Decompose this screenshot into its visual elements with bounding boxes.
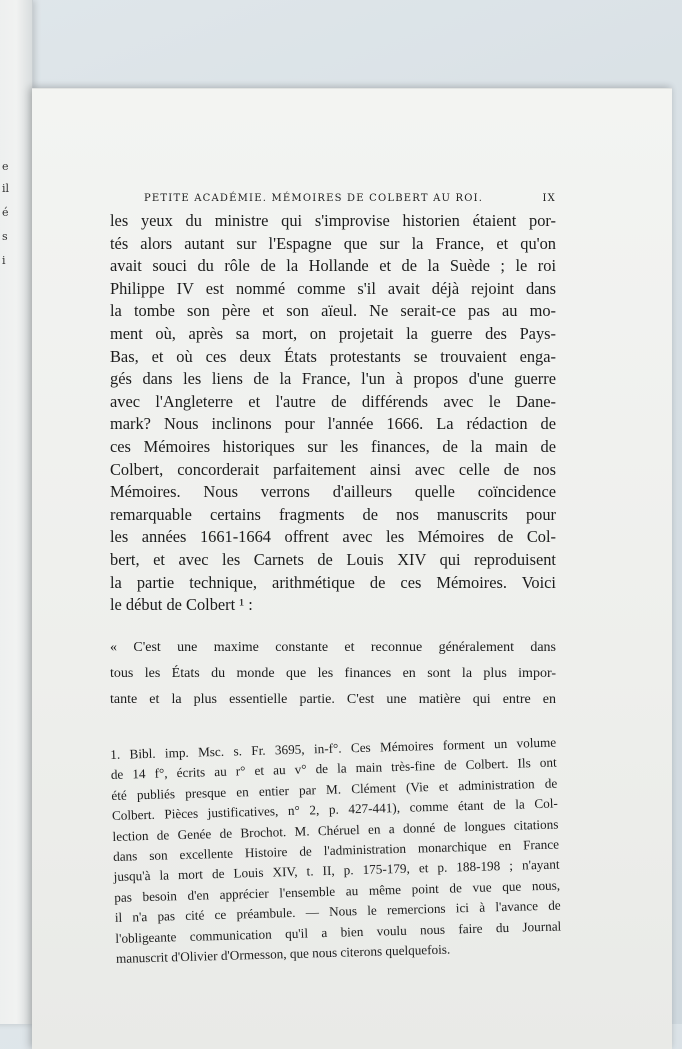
left-page-glyph: i (2, 254, 6, 267)
footnote (110, 732, 562, 969)
body-line: tés alors autant sur l'Espagne que sur la France, et qu'on (110, 233, 556, 253)
body-line: la partie technique, arithmétique de ces Mémoires. Voici (110, 572, 556, 592)
footnote-line: jusqu'à la mort de Louis XIV, t. II, p. 175-179, et p. 188-198 ; n'ayant (113, 856, 560, 885)
body-line: Colbert, concorderait parfaitement ainsi avec celle de nos (110, 459, 556, 479)
running-head-title: PETITE ACADÉMIE. MÉMOIRES DE COLBERT AU ROI. (144, 193, 484, 204)
body-line: Mémoires. Nous verrons d'ailleurs quelle coïncidence (110, 482, 556, 502)
book-page (32, 88, 672, 1049)
footnote-line: pas besoin d'en apprécier l'ensemble au même point de vue que nous, (114, 877, 561, 905)
body-line: bert, et avec les Carnets de Louis XIV qui reproduisent (110, 549, 556, 569)
body-line: ment où, après sa mort, on projetait la guerre des Pays- (110, 323, 556, 343)
footnote-line: dans son excellente Histoire de l'administration monarchique en France (112, 836, 560, 864)
body-line: Bas, et où ces deux États protestants se trouvaient enga- (110, 346, 556, 366)
running-head (110, 193, 556, 204)
footnote-line: 1. Bibl. imp. Msc. s. Fr. 3695, in-f°. Ces Mémoires forment un volume (110, 734, 557, 762)
body-line: avait souci du rôle de la Hollande et de la Suède ; le roi (110, 256, 556, 276)
footnote-line: lection de Genée de Brochot. M. Chéruel en a donné de longues citations (112, 815, 559, 844)
body-line: Philippe IV est nommé comme s'il avait déjà rejoint dans (110, 278, 556, 298)
left-page-glyph: e (2, 160, 9, 173)
footnote-line: été publiés presque en entier par M. Clément (Vie et administration de (111, 775, 558, 803)
page-content (110, 193, 562, 969)
page-number: IX (542, 193, 556, 204)
footnote-line: de 14 f°, écrits au r° et au v° de la main très-fine de Colbert. Ils ont (110, 754, 557, 783)
body-paragraph (110, 210, 556, 617)
body-line: la tombe son père et son aïeul. Ne serait-ce pas au mo- (110, 301, 556, 321)
footnote-line: il n'a pas cité ce préambule. — Nous le remercions ici à l'avance de (114, 897, 561, 925)
footnote-line: Colbert. Pièces justificatives, n° 2, p. 427-441), comme étant de la Col- (111, 795, 559, 823)
body-line: avec l'Angleterre et l'autre de différends avec le Dane- (110, 391, 556, 411)
left-page-glyph: s (2, 230, 8, 243)
quote-line: tante et la plus essentielle partie. C'est une matière qui entre en (110, 691, 556, 707)
body-line: remarquable certains fragments de nos manuscrits pour (110, 504, 556, 524)
quotation (110, 635, 556, 713)
footnote-line: manuscrit d'Olivier d'Ormesson, que nous citerons quelquefois. (115, 941, 451, 966)
body-line: gés dans les liens de la France, l'un à propos d'une guerre (110, 369, 556, 389)
left-page-glyph: il (2, 182, 10, 195)
footnote-line: l'obligeante communication qu'il a bien voulu nous faire du Journal (115, 917, 562, 946)
body-line: les années 1661-1664 offrent avec les Mémoires de Col- (110, 527, 556, 547)
body-line: mark? Nous inclinons pour l'année 1666. La rédaction de (110, 414, 556, 434)
body-line: ces Mémoires historiques sur les finances, de la main de (110, 436, 556, 456)
left-page-glyph: é (2, 206, 9, 219)
quote-line: « C'est une maxime constante et reconnue généralement dans (110, 639, 556, 655)
body-line: les yeux du ministre qui s'improvise historien étaient por- (110, 211, 556, 230)
body-line: le début de Colbert ¹ : (110, 595, 253, 615)
quote-line: tous les États du monde que les finances en sont la plus impor- (110, 665, 556, 681)
left-facing-page-edge (0, 0, 33, 1024)
